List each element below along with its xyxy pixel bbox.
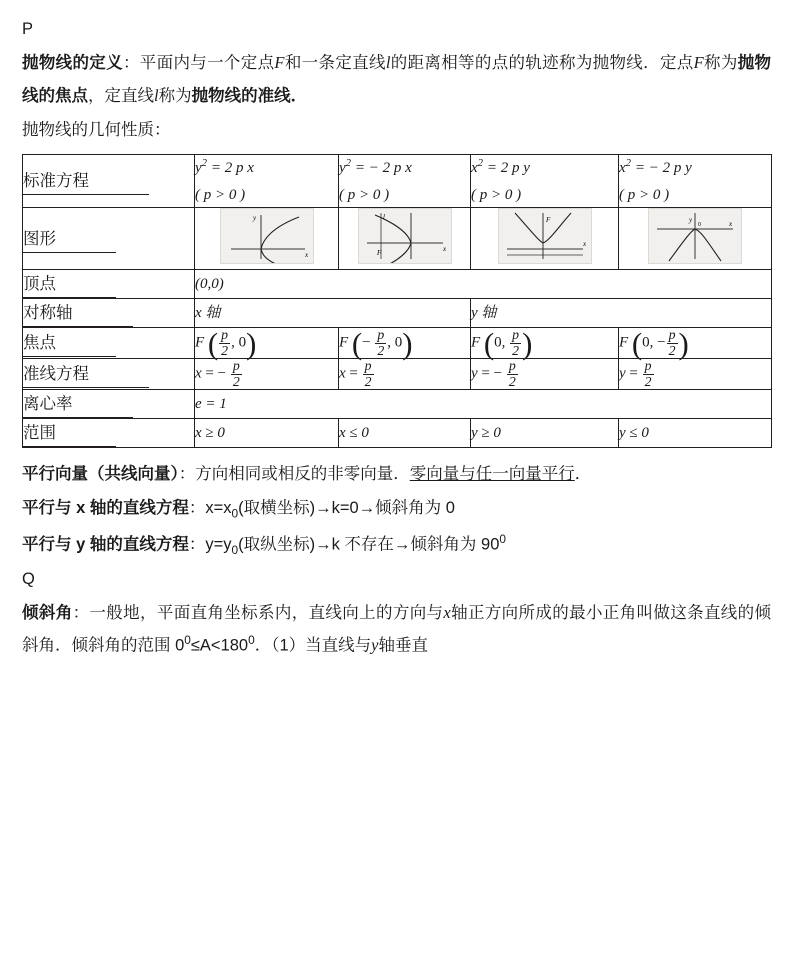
line-parallel-y-sup: 0: [499, 531, 506, 546]
page-bottom-spacer: [22, 664, 771, 668]
cell-graph-left: [339, 208, 471, 270]
row-label-text: 离心率: [23, 390, 133, 418]
svg-text:x: x: [442, 245, 446, 254]
inclination-angle-label: 倾斜角: [22, 604, 73, 623]
cell-range-4: y ≤ 0: [619, 419, 772, 448]
row-label-symmetry-axis: [23, 299, 195, 328]
svg-text:F: F: [545, 216, 550, 225]
cell-standard-eq-3: $x^2 = 2$ p y ( p > 0 ): [471, 154, 619, 208]
table-row: [23, 208, 772, 270]
row-label-text: 顶点: [23, 270, 116, 298]
parabola-right-icon: [220, 208, 314, 264]
parallel-vector-end: ．: [574, 465, 592, 484]
table-row: [23, 299, 772, 328]
line-parallel-x-sub: 0: [231, 506, 239, 521]
cell-standard-eq-2: $y^2$ = − 2 p x ( p > 0 ): [339, 154, 471, 208]
section-letter-q: Q: [22, 569, 35, 588]
row-label-focus: [23, 328, 195, 359]
inclination-angle-paragraph: [22, 597, 771, 662]
line-parallel-y-rest: (取纵坐标)→k 不存在→倾斜角为 90: [238, 535, 500, 554]
svg-text:y: y: [689, 216, 693, 225]
row-label-text: 对称轴: [23, 299, 133, 327]
definition-text-1: ：平面内与一个定点: [122, 54, 275, 73]
table-row: [23, 390, 772, 419]
cell-eccentricity-value: e = 1: [195, 390, 772, 419]
parabola-definition-label: 抛物线的定义: [22, 54, 123, 73]
cell-focus-3: F (0, $\frac{p}{2}$ ): [471, 328, 619, 359]
line-parallel-y-text: ：y=y: [188, 535, 232, 554]
cell-focus-2: F (− $\frac{p}{2}$ , 0): [339, 328, 471, 359]
line-parallel-y-sub: 0: [231, 542, 239, 557]
cell-directrix-2: x = $\frac{p}{2}$: [339, 359, 471, 390]
cell-vertex-value: (0,0): [195, 270, 772, 299]
line-parallel-x-paragraph: [22, 492, 771, 525]
table-row: [23, 419, 772, 448]
focus-term: 抛物线的焦点: [22, 54, 772, 105]
row-label-eccentricity: [23, 390, 195, 419]
line-parallel-x-text: ：x=x: [188, 499, 232, 518]
parabola-definition-paragraph: [22, 47, 771, 111]
svg-text:0: 0: [698, 222, 701, 229]
inclination-sup-2: 0: [248, 633, 255, 648]
parabola-properties-table: [22, 154, 772, 448]
row-label-vertex: [23, 270, 195, 299]
cell-axis-y: y 轴: [471, 299, 772, 328]
line-parallel-y-label: 平行与 y 轴的直线方程: [22, 535, 189, 554]
cell-focus-4: F (0, − $\frac{p}{2}$ ): [619, 328, 772, 359]
line-parallel-y-paragraph: [22, 528, 771, 562]
table-row: [23, 359, 772, 390]
row-label-standard-equation: [23, 154, 195, 208]
inclination-y-axis: y: [371, 635, 379, 655]
cell-range-1: x ≥ 0: [195, 419, 339, 448]
parallel-vector-underlined: 零向量与任一向量平行: [409, 465, 575, 484]
cell-directrix-4: y = $\frac{p}{2}$: [619, 359, 772, 390]
svg-text:x: x: [729, 220, 733, 229]
section-letter-p: P: [22, 20, 34, 38]
svg-text:x: x: [582, 240, 586, 249]
definition-text-6: 称为: [158, 86, 192, 105]
definition-text-3: 的距离相等的点的轨迹称为抛物线．定点: [390, 54, 694, 73]
table-row: [23, 270, 772, 299]
inclination-text-1: ：一般地，平面直角坐标系内，直线向上的方向与: [72, 604, 444, 623]
row-label-text: 准线方程: [23, 360, 149, 388]
geometry-intro: 抛物线的几何性质：: [22, 120, 171, 139]
definition-line-l: l: [385, 53, 391, 73]
parabola-down-icon: [648, 208, 742, 264]
row-label-text: 范围: [23, 419, 116, 447]
cell-standard-eq-4: $x^2$ = − 2 p y ( p > 0 ): [619, 154, 772, 208]
parallel-vector-text: ：方向相同或相反的非零向量．: [178, 465, 410, 484]
line-parallel-x-rest: (取横坐标)→k=0→倾斜角为 0: [238, 499, 455, 518]
definition-line-l2: l: [154, 85, 159, 105]
cell-graph-right: [195, 208, 339, 270]
cell-range-3: y ≥ 0: [471, 419, 619, 448]
table-row: [23, 328, 772, 359]
definition-point-f2: F: [693, 53, 704, 73]
inclination-text-4: ．（1）当直线与: [254, 636, 372, 655]
svg-text:y: y: [252, 214, 256, 223]
definition-text-7: ．: [290, 86, 308, 105]
cell-directrix-1: x = − $\frac{p}{2}$: [195, 359, 339, 390]
cell-focus-1: F ( $\frac{p}{2}$ , 0): [195, 328, 339, 359]
parallel-vector-label: 平行向量（共线向量）: [22, 465, 179, 484]
parallel-vector-paragraph: [22, 458, 771, 490]
cell-range-2: x ≤ 0: [339, 419, 471, 448]
directrix-term: 抛物线的准线: [191, 86, 291, 105]
inclination-sup-1: 0: [184, 633, 191, 648]
parabola-up-icon: [498, 208, 592, 264]
inclination-text-2: 轴正方向所成的最小正角叫做这条直线的倾斜角．倾斜角的范围 0: [22, 604, 772, 655]
row-label-range: [23, 419, 195, 448]
definition-text-4: 称为: [703, 54, 738, 73]
inclination-x-axis: x: [443, 603, 451, 623]
svg-text:x: x: [304, 251, 308, 260]
definition-text-5: ，定直线: [88, 86, 154, 105]
row-label-text: 焦点: [23, 329, 116, 357]
definition-point-f: F: [274, 53, 285, 73]
cell-standard-eq-1: $y^2 = 2$ p x ( p > 0 ): [195, 154, 339, 208]
row-label-graph: [23, 208, 195, 270]
row-label-text: 图形: [23, 225, 116, 253]
row-label-text: 标准方程: [23, 167, 149, 195]
parabola-left-icon: [358, 208, 452, 264]
table-row: [23, 154, 772, 208]
definition-text-2: 和一条定直线: [284, 54, 386, 73]
svg-text:l: l: [382, 213, 385, 222]
line-parallel-x-label: 平行与 x 轴的直线方程: [22, 499, 189, 518]
cell-axis-x: x 轴: [195, 299, 471, 328]
inclination-text-3: ≤A<180: [190, 636, 249, 655]
svg-text:F: F: [376, 249, 381, 258]
cell-graph-down: [619, 208, 772, 270]
row-label-directrix-equation: [23, 359, 195, 390]
inclination-text-5: 轴垂直: [378, 636, 428, 655]
cell-graph-up: [471, 208, 619, 270]
cell-directrix-3: y = − $\frac{p}{2}$: [471, 359, 619, 390]
